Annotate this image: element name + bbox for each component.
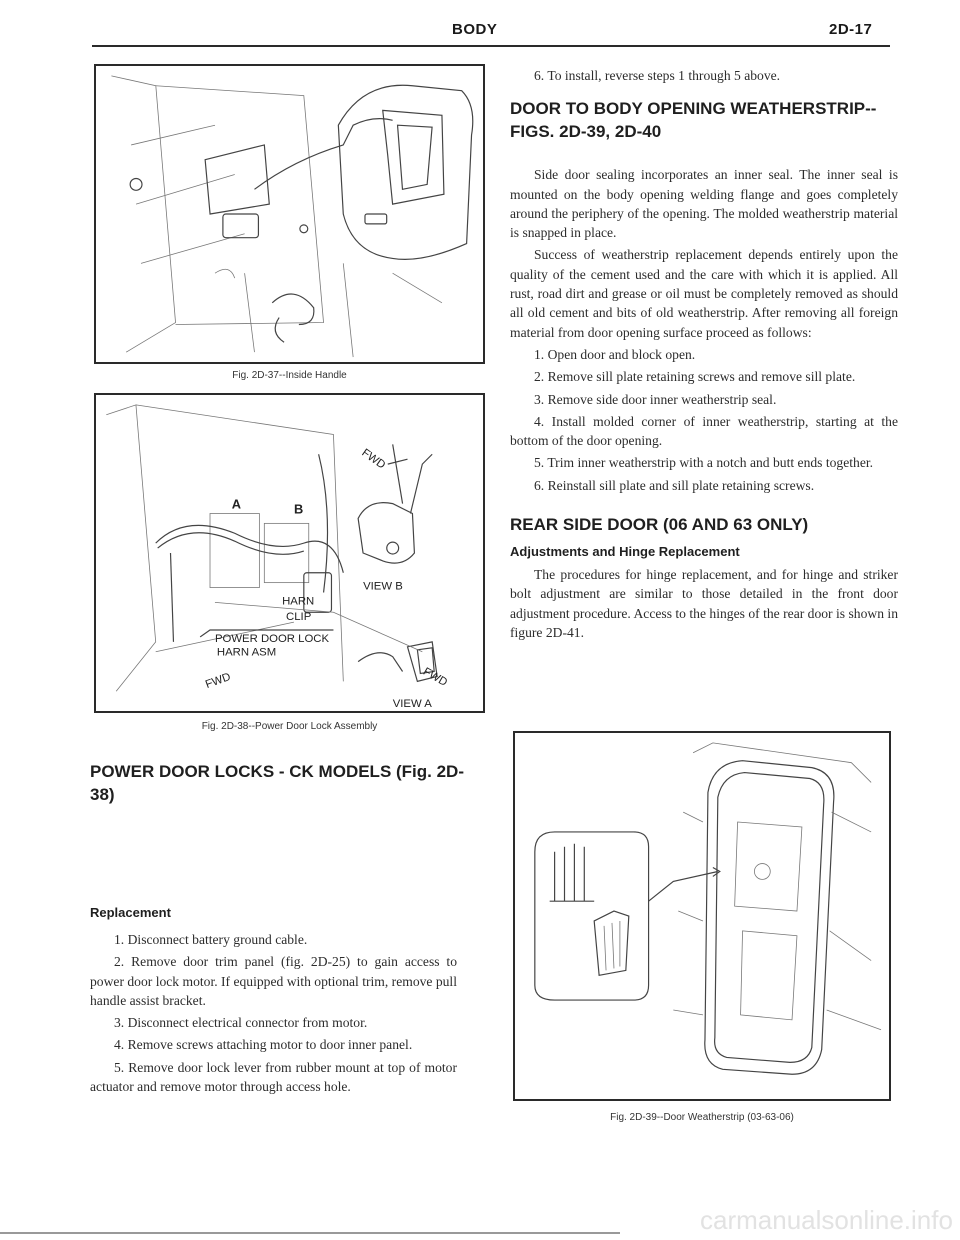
subheading-adjustments: Adjustments and Hinge Replacement [510,544,740,560]
rear-door-paragraph: The procedures for hinge replacement, and for hinge and striker bolt adjustment are similar to those detailed in the front door adjustment procedure. Access to the hinges of the rear door is shown in figure 2D-41. [510,567,898,640]
left-step-3: 3. Disconnect electrical connector from motor. [114,1015,368,1031]
callout-harn-asm: HARN ASM [216,646,277,659]
running-header-title: BODY [452,21,498,38]
callout-a-marker: A [231,496,241,512]
callout-power-door-lock: POWER DOOR LOCK [214,632,330,645]
callout-view-b: VIEW B [363,580,403,593]
callout-fwd-left: FWD [203,670,233,692]
weatherstrip-step-4: 4. Install molded corner of inner weatherstrip, starting at the bottom of the door opening. [510,413,898,449]
callout-b-marker: B [293,501,304,517]
section-title-power-door-locks: POWER DOOR LOCKS - CK MODELS (Fig. 2D-38) [90,762,464,804]
figure-caption-2d-39: Fig. 2D-39--Door Weatherstrip (03-63-06) [610,1112,794,1123]
figure-caption-2d-38: Fig. 2D-38--Power Door Lock Assembly [201,721,378,732]
right-column [510,66,898,642]
weatherstrip-step-5: 5. Trim inner weatherstrip with a notch and butt ends together. [534,455,874,471]
door-weatherstrip-illustration [515,733,889,1099]
left-step-5: 5. Remove door lock lever from rubber mount at top of motor actuator and remove motor through access hole. [90,1059,457,1095]
section-title-rear-side-door: REAR SIDE DOOR (06 AND 63 ONLY) [510,515,809,535]
section-title-weatherstrip: DOOR TO BODY OPENING WEATHERSTRIP--FIGS. 2D-39, 2D-40 [510,99,877,142]
page-number: 2D-17 [829,21,873,38]
header-rule [92,45,890,47]
weatherstrip-paragraph-1: Side door sealing incorporates an inner seal. The inner seal is mounted on the body opening welding flange and goes completely around the periphery of the opening. The molded weatherstrip material is snapped in place. [510,167,898,241]
callout-harn: HARN [282,595,315,608]
subheading-replacement: Replacement [90,905,171,920]
figure-door-weatherstrip [513,731,891,1101]
weatherstrip-paragraph-2: Success of weatherstrip replacement depends entirely upon the quality of the cement used and the care with which it is applied. All rust, road dirt and grease or oil must be completely removed as should all old cement and bits of old weatherstrip. After removing all foreign material from door opening surface proceed as follows: [510,247,898,340]
weatherstrip-step-1: 1. Open door and block open. [534,346,696,362]
left-steps [90,930,457,1096]
inside-handle-illustration [96,66,483,362]
footer-rule [0,1232,620,1234]
weatherstrip-step-2: 2. Remove sill plate retaining screws and remove sill plate. [534,369,856,385]
figure-power-door-lock [94,393,485,713]
weatherstrip-step-3: 3. Remove side door inner weatherstrip seal. [534,391,777,407]
callout-clip: CLIP [286,611,312,624]
figure-caption-2d-37: Fig. 2D-37--Inside Handle [232,370,347,381]
callout-fwd-right: FWD [420,665,450,689]
figure-inside-handle [94,64,485,364]
callout-view-a: VIEW A [392,698,432,711]
left-step-4: 4. Remove screws attaching motor to door inner panel. [114,1037,413,1053]
power-door-lock-illustration [96,395,483,711]
left-step-1: 1. Disconnect battery ground cable. [114,932,308,947]
left-step-2: 2. Remove door trim panel (fig. 2D-25) to gain access to power door lock motor. If equipped with optional trim, remove pull handle assist bracket. [90,954,457,1008]
watermark: carmanualsonline.info [700,1205,953,1235]
callout-fwd-top: FWD [359,446,388,472]
weatherstrip-step-6: 6. Reinstall sill plate and sill plate retaining screws. [534,477,815,493]
install-step-6: 6. To install, reverse steps 1 through 5 above. [534,68,781,83]
